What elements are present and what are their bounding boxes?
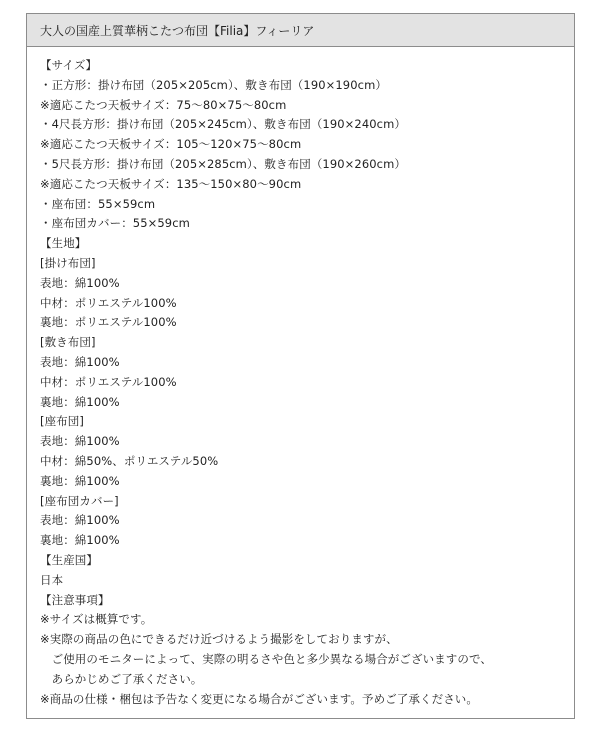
size-5shaku-note: ※適応こたつ天板サイズ：135～150×80～90cm	[40, 176, 302, 191]
shikibuton-back: 裏地：綿100%	[40, 394, 120, 409]
subheading-shikibuton: [敷き布団]	[40, 335, 96, 350]
note-color-1: ※実際の商品の色にできるだけ近づけるよう撮影をしておりますが、	[40, 632, 398, 647]
size-cushion-cover: ・座布団カバー：55×59cm	[40, 216, 190, 231]
note-color-2: ご使用のモニターによって、実際の明るさや色と多少異なる場合がございますので、	[40, 651, 492, 666]
kakebuton-filling: 中材：ポリエステル100%	[40, 295, 177, 310]
note-spec-change: ※商品の仕様・梱包は予告なく変更になる場合がございます。予めご了承ください。	[40, 691, 479, 706]
section-heading-notes: 【注意事項】	[40, 592, 110, 607]
zabuton-cover-outer: 表地：綿100%	[40, 513, 120, 528]
shikibuton-filling: 中材：ポリエステル100%	[40, 374, 177, 389]
subheading-zabuton: [座布団]	[40, 414, 84, 429]
size-square-note: ※適応こたつ天板サイズ：75～80×75～80cm	[40, 97, 287, 112]
origin-country: 日本	[40, 572, 64, 587]
shikibuton-outer: 表地：綿100%	[40, 354, 120, 369]
zabuton-filling: 中材：綿50%、ポリエステル50%	[40, 453, 219, 468]
size-4shaku: ・4尺長方形：掛け布団（205×245cm）、敷き布団（190×240cm）	[40, 117, 406, 132]
zabuton-back: 裏地：綿100%	[40, 473, 120, 488]
spec-body	[27, 47, 574, 709]
size-4shaku-note: ※適応こたつ天板サイズ：105～120×75～80cm	[40, 137, 302, 152]
spec-header	[27, 14, 574, 47]
subheading-zabuton-cover: [座布団カバー]	[40, 493, 119, 508]
spec-table	[26, 13, 575, 719]
section-heading-fabric: 【生地】	[40, 236, 87, 251]
product-title: 大人の国産上質華柄こたつ布団【Filia】フィーリア	[40, 23, 315, 38]
zabuton-outer: 表地：綿100%	[40, 434, 120, 449]
note-size: ※サイズは概算です。	[40, 612, 153, 627]
size-cushion: ・座布団：55×59cm	[40, 196, 156, 211]
size-5shaku: ・5尺長方形：掛け布団（205×285cm）、敷き布団（190×260cm）	[40, 156, 406, 171]
size-square: ・正方形：掛け布団（205×205cm）、敷き布団（190×190cm）	[40, 77, 387, 92]
kakebuton-outer: 表地：綿100%	[40, 275, 120, 290]
note-color-3: あらかじめご了承ください。	[40, 671, 203, 686]
subheading-kakebuton: [掛け布団]	[40, 255, 96, 270]
kakebuton-back: 裏地：ポリエステル100%	[40, 315, 177, 330]
zabuton-cover-back: 裏地：綿100%	[40, 533, 120, 548]
section-heading-origin: 【生産国】	[40, 552, 98, 567]
section-heading-size: 【サイズ】	[40, 58, 98, 72]
